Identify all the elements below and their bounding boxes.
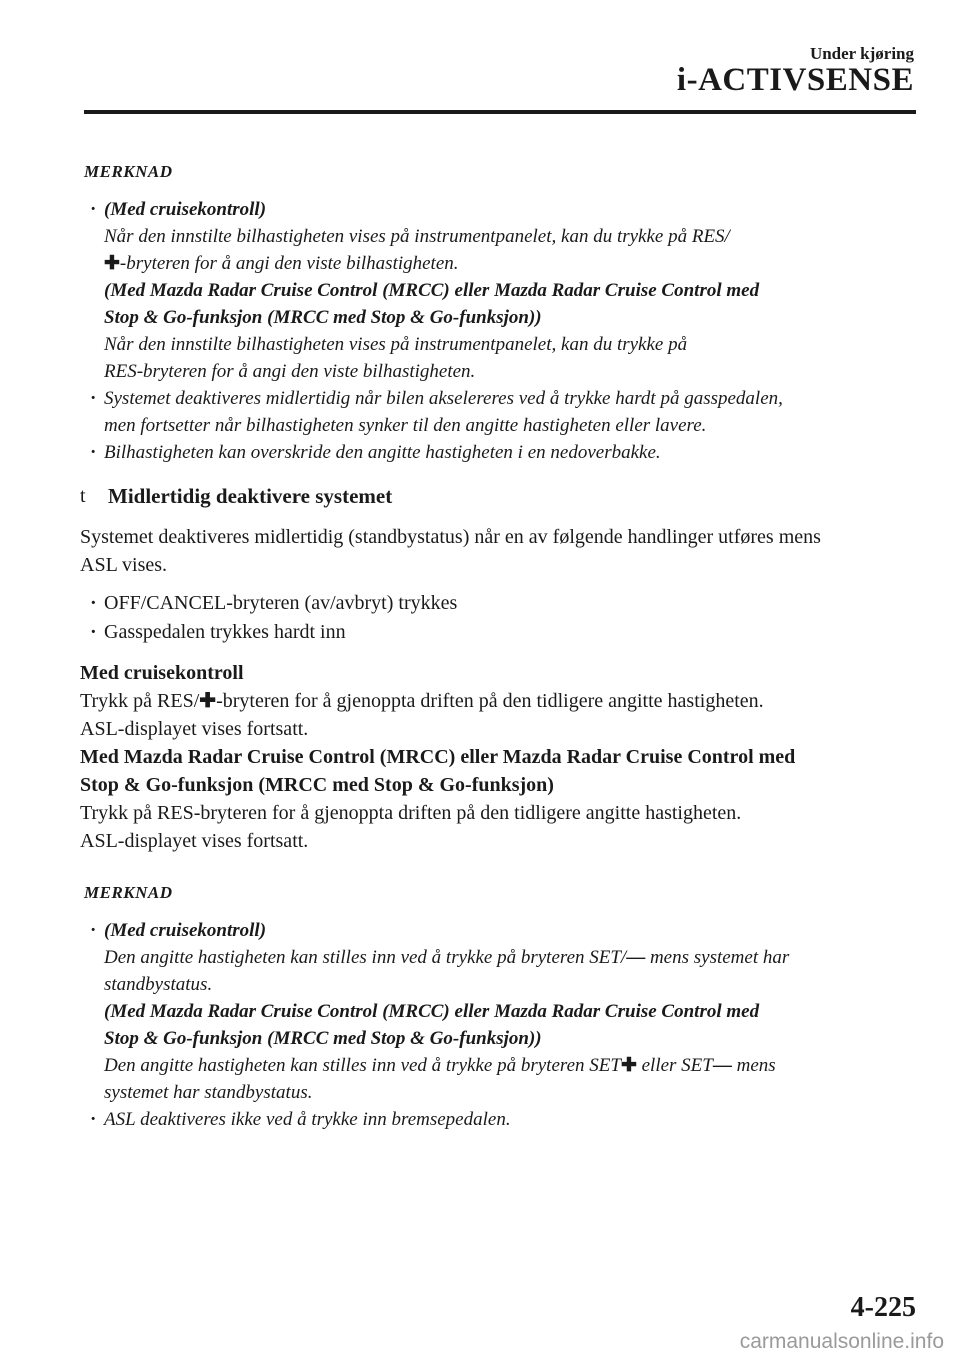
- cruise-heading: Med cruisekontroll: [80, 662, 244, 684]
- condition-item: · Gasspedalen trykkes hardt inn: [90, 618, 910, 647]
- note-heading: MERKNAD: [84, 162, 173, 181]
- note-list: [90, 196, 910, 466]
- running-header-title: i-ACTIVSENSE: [676, 62, 914, 98]
- note-text: Når den innstilte bilhastigheten vises på instrumentpanelet, kan du trykke på: [104, 334, 688, 355]
- note-text-fragment: mens: [731, 1055, 776, 1076]
- note-text: [104, 944, 910, 971]
- note-item: [90, 917, 910, 1106]
- header-rule: [84, 110, 916, 114]
- note-subtitle: · (Med cruisekontroll): [104, 920, 267, 941]
- note-text: systemet har standbystatus.: [104, 1082, 313, 1103]
- section-heading-text: Midlertidig deaktivere systemet: [108, 484, 393, 508]
- note-text-fragment: Den angitte hastigheten kan stilles inn ved å trykke på bryteren SET: [104, 1055, 621, 1076]
- note-text: RES-bryteren for å angi den viste bilhastigheten.: [104, 361, 476, 382]
- note-text-fragment: eller SET: [636, 1055, 713, 1076]
- cruise-text-fragment: Trykk på RES/: [80, 690, 200, 712]
- section-marker-icon: t: [80, 485, 86, 507]
- note-subtitle: Stop & Go-funksjon (MRCC med Stop & Go-funksjon)): [104, 307, 542, 328]
- plus-icon: ✚: [620, 1055, 637, 1076]
- note-heading: MERKNAD: [84, 883, 173, 902]
- section-heading: [80, 484, 910, 509]
- watermark[interactable]: carmanualsonline.info: [739, 1330, 944, 1353]
- plus-icon: ✚: [104, 253, 120, 274]
- mrcc-text: ASL-displayet vises fortsatt.: [80, 830, 309, 852]
- minus-icon: —: [712, 1055, 732, 1076]
- note-item: [90, 196, 910, 385]
- note-text-fragment: Den angitte hastigheten kan stilles inn ved å trykke på bryteren SET/: [104, 947, 627, 968]
- intro-line: Systemet deaktiveres midlertidig (standbystatus) når en av følgende handlinger utføres mens: [80, 526, 821, 548]
- mrcc-text: Trykk på RES-bryteren for å gjenoppta driften på den tidligere angitte hastigheten.: [80, 802, 742, 824]
- condition-list: [90, 589, 910, 647]
- mrcc-heading: Stop & Go-funksjon (MRCC med Stop & Go-funksjon): [80, 774, 554, 796]
- cruise-block: [80, 659, 910, 855]
- note-text-fragment: mens systemet har: [645, 947, 790, 968]
- minus-icon: —: [626, 947, 646, 968]
- mrcc-heading: Med Mazda Radar Cruise Control (MRCC) eller Mazda Radar Cruise Control med: [80, 746, 796, 768]
- note-subtitle: · (Med cruisekontroll): [104, 199, 267, 220]
- note-text: [104, 1052, 910, 1079]
- note-item: [90, 385, 910, 439]
- note-text: Når den innstilte bilhastigheten vises på instrumentpanelet, kan du trykke på RES/: [104, 226, 730, 247]
- note-text: standbystatus.: [104, 974, 213, 995]
- page-content: [80, 162, 910, 1133]
- note-item: · Bilhastigheten kan overskride den angitte hastigheten i en nedoverbakke.: [90, 439, 910, 466]
- note-text-fragment: -bryteren for å angi den viste bilhastigheten.: [119, 253, 459, 274]
- note-subtitle: Stop & Go-funksjon (MRCC med Stop & Go-funksjon)): [104, 1028, 542, 1049]
- section-intro: [80, 523, 910, 579]
- cruise-text-fragment: -bryteren for å gjenoppta driften på den tidligere angitte hastigheten.: [216, 690, 764, 712]
- condition-item: · OFF/CANCEL-bryteren (av/avbryt) trykkes: [90, 589, 910, 618]
- note-text: [104, 250, 910, 277]
- cruise-text: ASL-displayet vises fortsatt.: [80, 718, 309, 740]
- cruise-text: [80, 687, 910, 715]
- note-text: men fortsetter når bilhastigheten synker til den angitte hastigheten eller lavere.: [104, 415, 707, 436]
- note-item: · ASL deaktiveres ikke ved å trykke inn bremsepedalen.: [90, 1106, 910, 1133]
- note-subtitle: (Med Mazda Radar Cruise Control (MRCC) eller Mazda Radar Cruise Control med: [104, 1001, 760, 1022]
- running-header-section: Under kjøring: [809, 44, 914, 63]
- note-text: · Systemet deaktiveres midlertidig når bilen akselereres ved å trykke hardt på gasspedalen,: [104, 388, 783, 409]
- page-number: 4-225: [850, 1292, 916, 1323]
- intro-line: ASL vises.: [80, 554, 168, 576]
- note-subtitle: (Med Mazda Radar Cruise Control (MRCC) eller Mazda Radar Cruise Control med: [104, 280, 760, 301]
- plus-icon: ✚: [199, 690, 217, 712]
- note-list: [90, 917, 910, 1133]
